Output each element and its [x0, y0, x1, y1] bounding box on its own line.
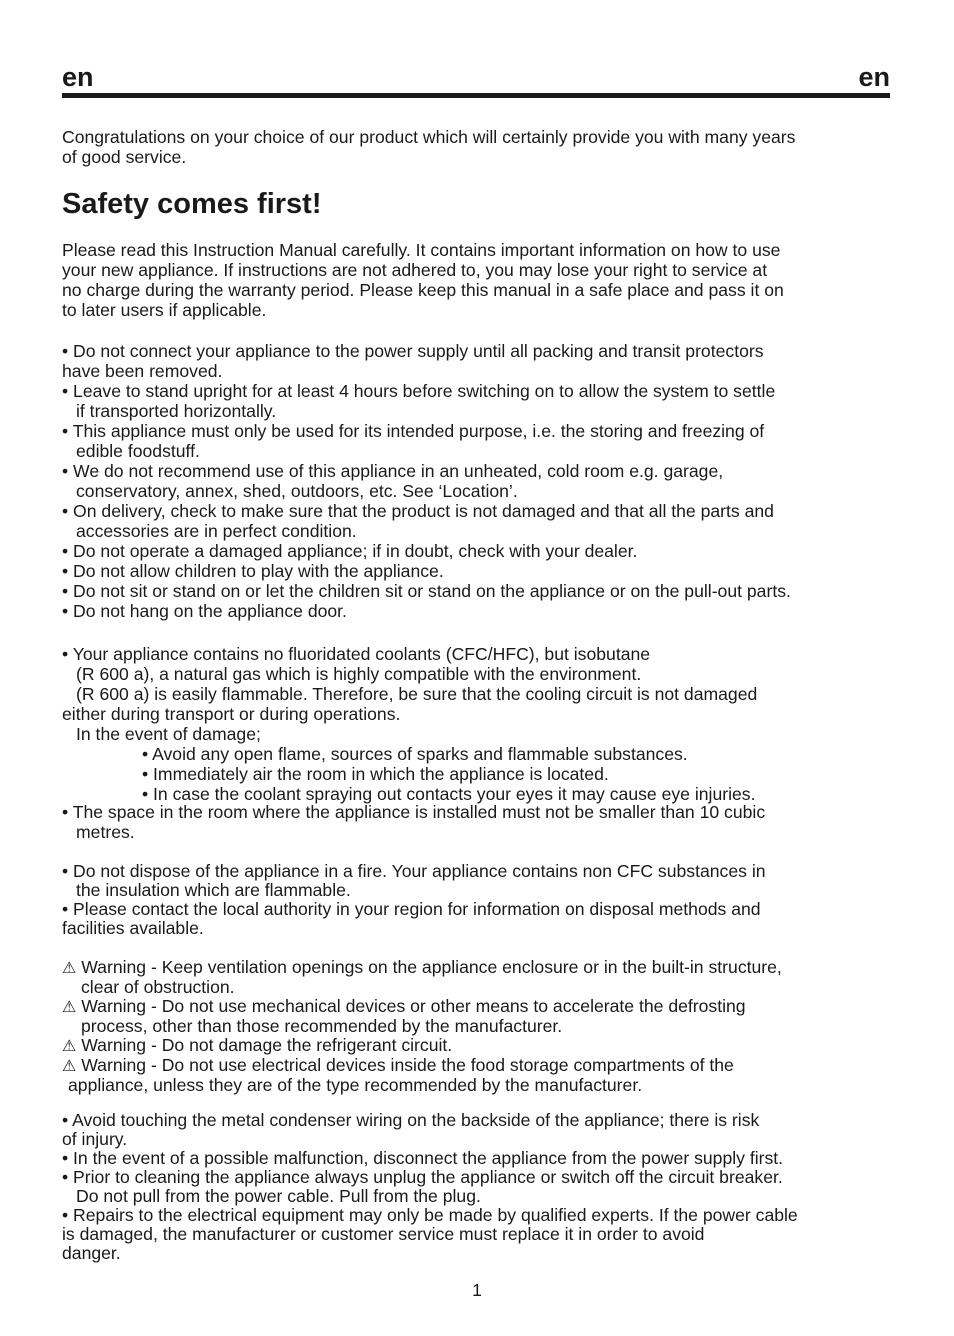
list-item: • We do not recommend use of this appliance in an unheated, cold room e.g. garage,	[62, 461, 724, 481]
list-item: • Do not connect your appliance to the power supply until all packing and transit protectors	[62, 341, 764, 361]
disposal-list: • Do not dispose of the appliance in a fire. Your appliance contains non CFC substances in the insulation which are flammable. • Please contact the local authority in your region for information on disposal methods and facilities available.	[62, 862, 890, 938]
header-language-left: en	[62, 62, 94, 92]
intro-paragraph: Congratulations on your choice of our product which will certainly provide you with many years of good service.	[62, 127, 796, 167]
list-item: • Do not sit or stand on or let the children sit or stand on the appliance or on the pull-out parts.	[62, 581, 791, 601]
warning-triangle-icon: ⚠	[62, 960, 77, 977]
list-item: • Avoid any open flame, sources of sparks and flammable substances.	[142, 744, 688, 764]
warning-triangle-icon: ⚠	[62, 999, 77, 1016]
list-item: • This appliance must only be used for its intended purpose, i.e. the storing and freezing of	[62, 421, 765, 441]
list-item: • On delivery, check to make sure that the product is not damaged and that all the parts and	[62, 501, 774, 521]
header-rule	[62, 93, 890, 98]
warning-triangle-icon: ⚠	[62, 1058, 77, 1075]
list-item: • Please contact the local authority in your region for information on disposal methods and	[62, 899, 761, 919]
list-item: • The space in the room where the appliance is installed must not be smaller than 10 cubic	[62, 802, 766, 822]
header-language-right: en	[858, 62, 890, 92]
page-title: Safety comes first!	[62, 188, 322, 220]
list-item: • Leave to stand upright for at least 4 hours before switching on to allow the system to settle	[62, 381, 776, 401]
page-number: 1	[472, 1280, 482, 1300]
list-item: • Your appliance contains no fluoridated coolants (CFC/HFC), but isobutane	[62, 644, 651, 664]
general-safety-list: • Do not connect your appliance to the power supply until all packing and transit protectors have been removed. • Leave to stand upright for at least 4 hours before switching on to allow the system to settle if transported horizontally. • This appliance must only be used for its intended purpose, i.e. the storing and freezing of edible foodstuff. • We do not recommend use of this appliance in an unheated, cold room e.g. garage, conservatory, annex, shed, outdoors, etc. See ‘Location’. • On delivery, check to make sure that the product is not damaged and that all the parts and accessories are in perfect condition. • Do not operate a damaged appliance; if in doubt, check with your dealer. • Do not allow children to play with the appliance. • Do not sit or stand on or let the children sit or stand on the appliance or on the pull-out parts. • Do not hang on the appliance door.	[62, 341, 890, 621]
list-item: • Avoid touching the metal condenser wiring on the backside of the appliance; there is risk	[62, 1110, 760, 1130]
list-item: ⚠ Warning - Do not damage the refrigerant circuit.	[62, 1035, 453, 1055]
page-header	[62, 62, 890, 92]
list-item: ⚠ Warning - Do not use mechanical devices or other means to accelerate the defrosting	[62, 996, 746, 1016]
list-item: ⚠ Warning - Keep ventilation openings on the appliance enclosure or in the built-in structure,	[62, 957, 782, 977]
list-item: • Do not allow children to play with the appliance.	[62, 561, 444, 581]
list-item: ⚠ Warning - Do not use electrical devices inside the food storage compartments of the	[62, 1055, 734, 1075]
warning-triangle-icon: ⚠	[62, 1038, 77, 1055]
list-item: • Prior to cleaning the appliance always unplug the appliance or switch off the circuit breaker.	[62, 1167, 783, 1187]
list-item: • Do not dispose of the appliance in a fire. Your appliance contains non CFC substances in	[62, 861, 766, 881]
warnings-list: ⚠ Warning - Keep ventilation openings on the appliance enclosure or in the built-in structure, clear of obstruction. ⚠ Warning - Do not use mechanical devices or other means to accelerate the defrosting process, other than those recommended by the manufacturer. ⚠ Warning - Do not damage the refrigerant circuit. ⚠ Warning - Do not use electrical devices inside the food storage compartments of the appliance, unless they are of the type recommended by the manufacturer.	[62, 958, 890, 1095]
list-item: • Do not operate a damaged appliance; if in doubt, check with your dealer.	[62, 541, 638, 561]
list-item: • In case the coolant spraying out contacts your eyes it may cause eye injuries.	[142, 784, 756, 804]
list-item: • Do not hang on the appliance door.	[62, 601, 347, 621]
list-item: • In the event of a possible malfunction, disconnect the appliance from the power supply first.	[62, 1148, 784, 1168]
list-item: • Repairs to the electrical equipment may only be made by qualified experts. If the power cable	[62, 1205, 798, 1225]
coolant-safety-list: • Your appliance contains no fluoridated coolants (CFC/HFC), but isobutane (R 600 a), a natural gas which is highly compatible with the environment. (R 600 a) is easily flammable. Therefore, be sure that the cooling circuit is not damaged either during transport or during operations. In the event of damage; • Avoid any open flame, sources of sparks and flammable substances. • Immediately air the room in which the appliance is located. • In case the coolant spraying out contacts your eyes it may cause eye injuries. • The space in the room where the appliance is installed must not be smaller than 10 cubic metres.	[62, 644, 890, 842]
electrical-safety-list: • Avoid touching the metal condenser wiring on the backside of the appliance; there is risk of injury. • In the event of a possible malfunction, disconnect the appliance from the power supply first. • Prior to cleaning the appliance always unplug the appliance or switch off the circuit breaker. Do not pull from the power cable. Pull from the plug. • Repairs to the electrical equipment may only be made by qualified experts. If the power cable is damaged, the manufacturer or customer service must replace it in order to avoid danger.	[62, 1111, 890, 1263]
read-manual-paragraph: Please read this Instruction Manual carefully. It contains important information on how to use your new appliance. If instructions are not adhered to, you may lose your right to service at no charge during the warranty period. Please keep this manual in a safe place and pass it on to later users if applicable.	[62, 240, 784, 320]
list-item: • Immediately air the room in which the appliance is located.	[142, 764, 609, 784]
